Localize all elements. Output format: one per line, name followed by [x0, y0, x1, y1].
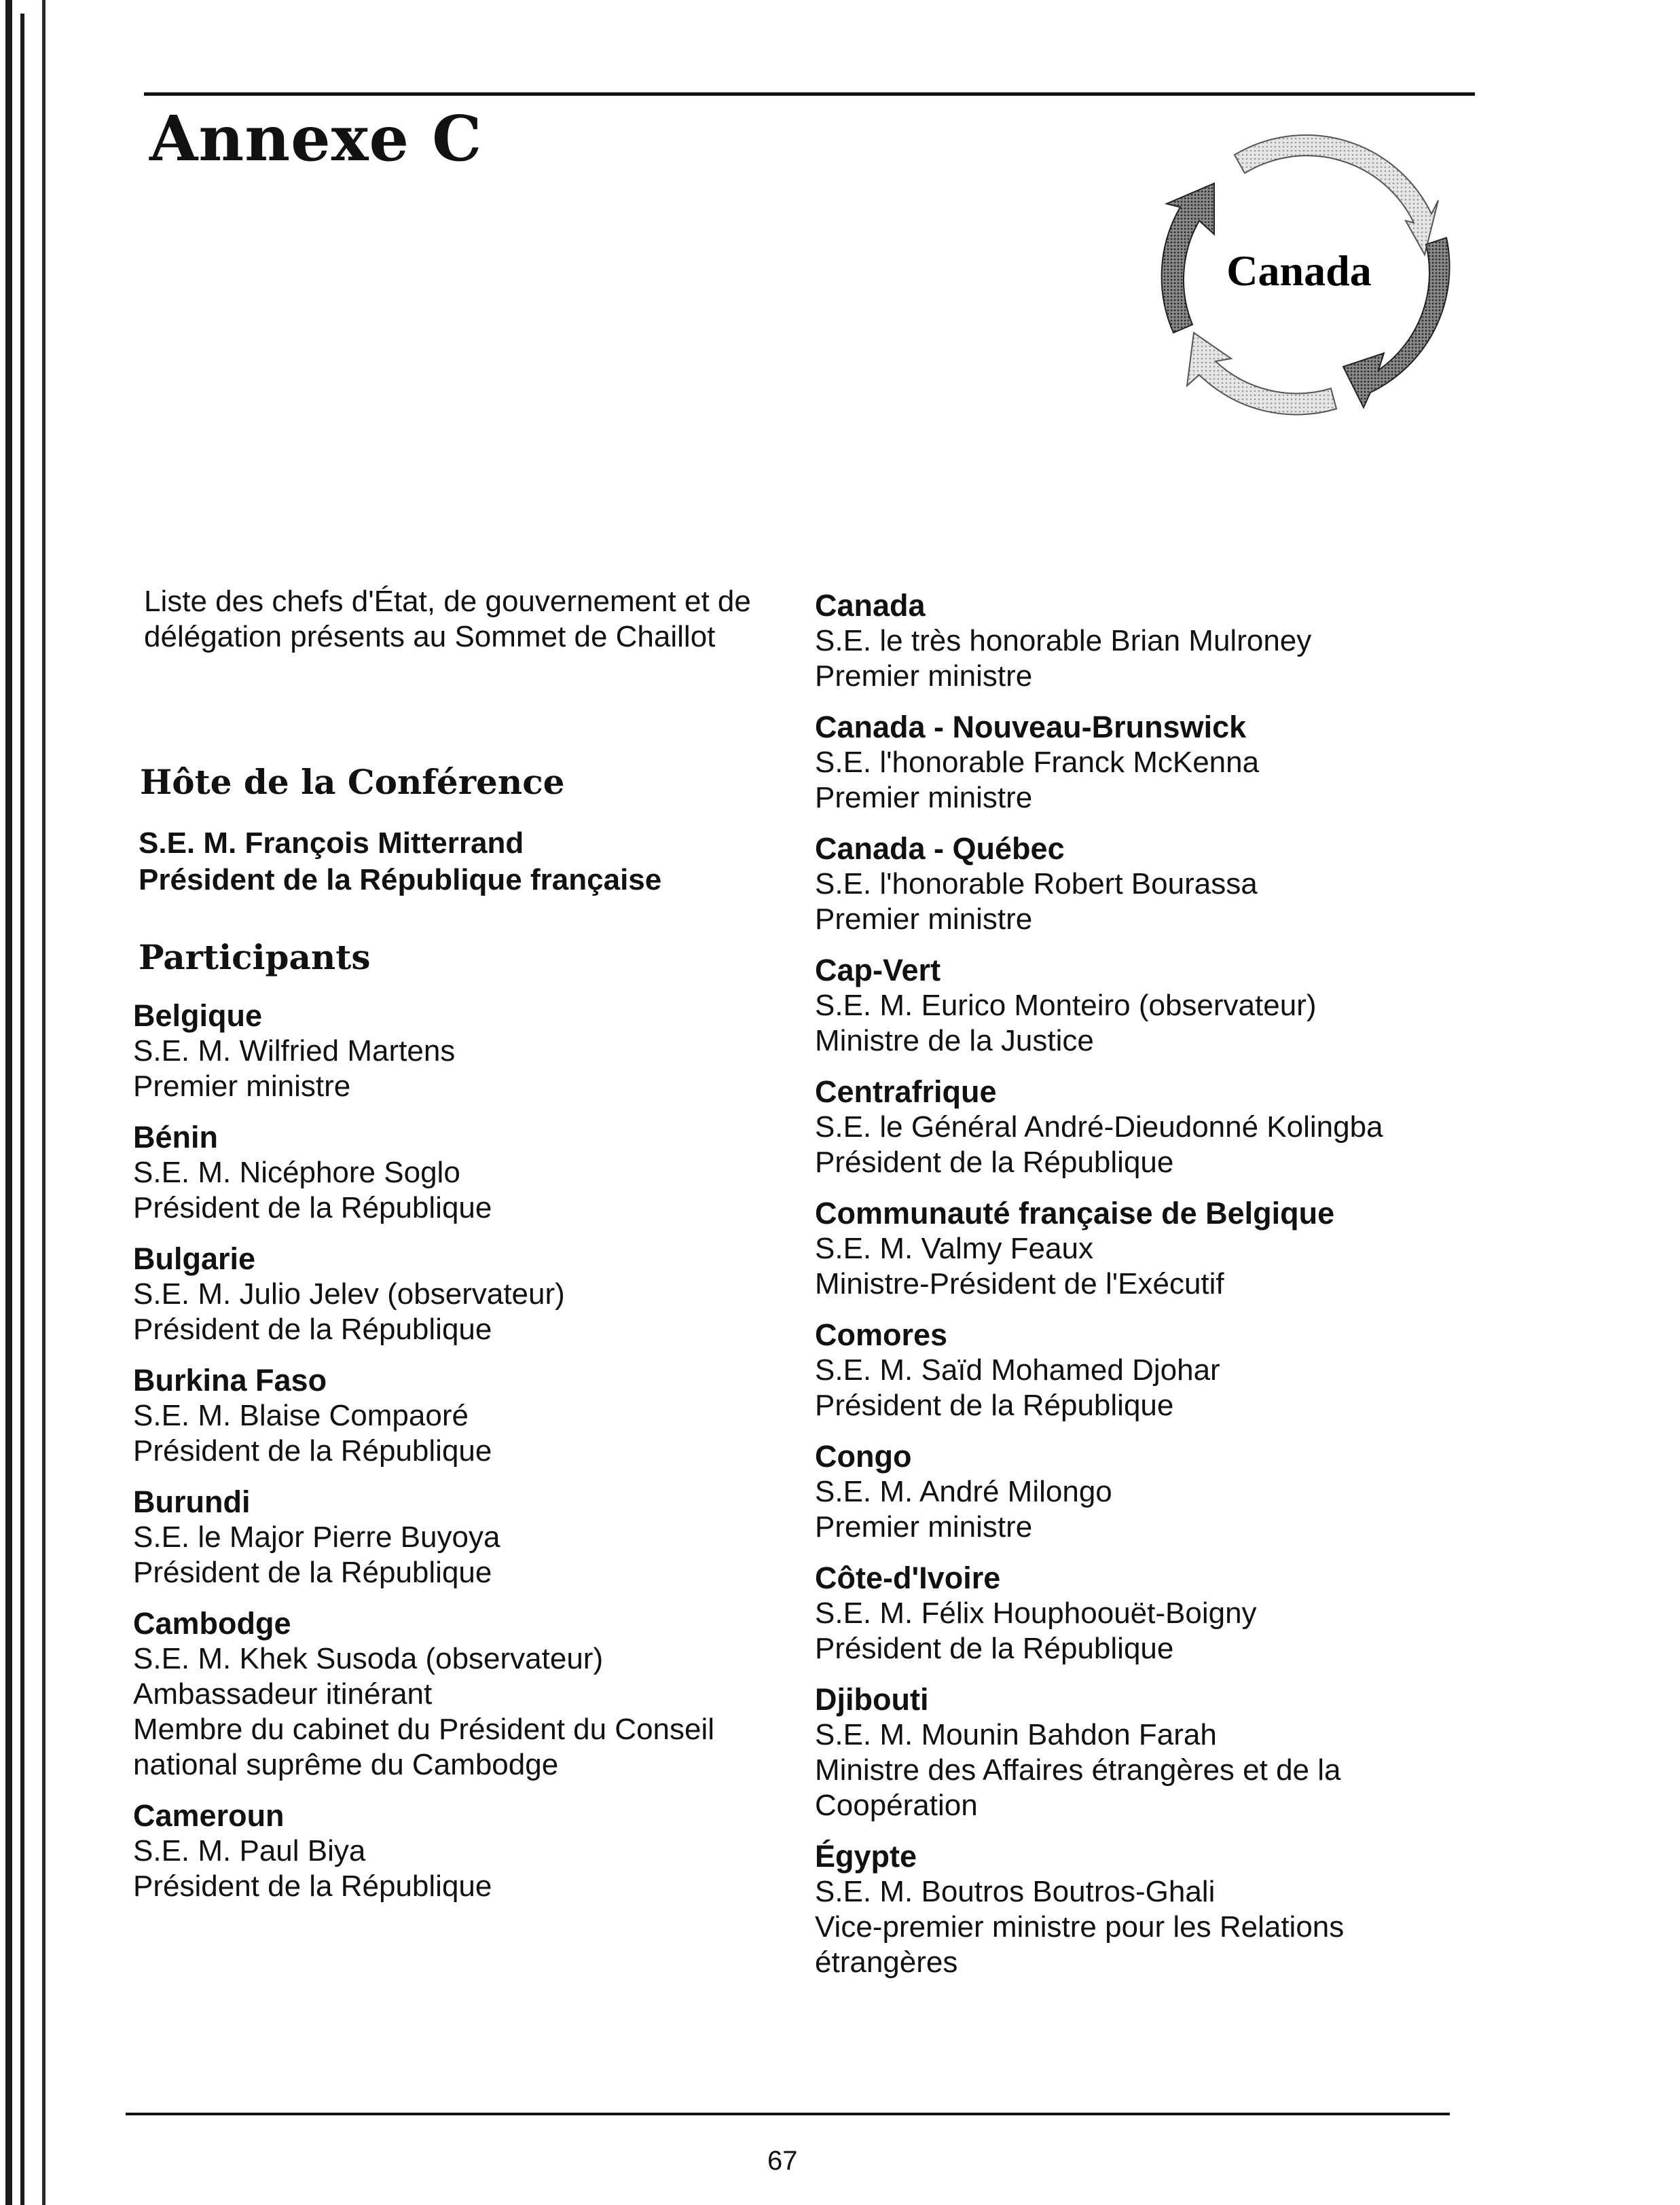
participant-country: Congo — [815, 1439, 912, 1474]
participant-country: Cameroun — [133, 1798, 285, 1833]
participant-country: Comores — [815, 1317, 948, 1352]
participant-role: Premier ministre — [815, 781, 1033, 814]
participant-role: Président de la République — [133, 1191, 492, 1224]
participant-role: Ministre de la Justice — [815, 1024, 1094, 1057]
participant-role: Ambassadeur itinérant — [133, 1677, 433, 1711]
page-number: 67 — [767, 2146, 798, 2176]
participant-country: Bulgarie — [133, 1241, 256, 1276]
participant-role: Premier ministre — [815, 1510, 1033, 1544]
participant-role: Président de la République — [815, 1632, 1174, 1665]
participant-entry — [815, 1682, 1494, 1823]
participant-country: Canada — [815, 588, 926, 623]
participant-name: S.E. M. Paul Biya — [133, 1834, 366, 1867]
arc-left — [1162, 183, 1214, 333]
participants-left-column — [133, 998, 812, 1920]
participant-role: Président de la République — [815, 1146, 1174, 1179]
participant-entry — [815, 953, 1494, 1059]
canada-emblem — [1139, 109, 1465, 435]
participant-entry — [815, 831, 1494, 937]
participant-country: Centrafrique — [815, 1074, 997, 1109]
participant-country: Burundi — [133, 1484, 251, 1519]
host-title: Président de la République française — [139, 863, 662, 896]
participant-role: Premier ministre — [133, 1070, 351, 1103]
participant-name: S.E. M. Eurico Monteiro (observateur) — [815, 989, 1317, 1022]
page-binding-edge — [0, 0, 61, 2205]
participant-name: S.E. M. Blaise Compaoré — [133, 1399, 469, 1432]
participant-name: S.E. M. Valmy Feaux — [815, 1232, 1093, 1265]
arc-bottom — [1187, 333, 1336, 415]
participant-entry — [133, 1363, 812, 1469]
participant-country: Canada - Nouveau-Brunswick — [815, 710, 1247, 744]
participant-entry — [815, 1561, 1494, 1666]
participant-entry — [815, 1439, 1494, 1545]
participant-entry — [133, 1120, 812, 1226]
participant-name: S.E. M. Mounin Bahdon Farah — [815, 1718, 1217, 1751]
participant-country: Côte-d'Ivoire — [815, 1561, 1001, 1595]
participant-country: Cap-Vert — [815, 953, 941, 987]
intro-text: Liste des chefs d'État, de gouvernement et de délégation présents au Sommet de Chaillot — [144, 585, 751, 653]
participant-role: Ministre des Affaires étrangères et de la Coopération — [815, 1753, 1341, 1822]
participant-country: Canada - Québec — [815, 831, 1065, 866]
participant-name: S.E. l'honorable Franck McKenna — [815, 746, 1260, 779]
participant-country: Bénin — [133, 1120, 219, 1154]
host-name: S.E. M. François Mitterrand — [139, 826, 524, 860]
participant-entry — [133, 1606, 812, 1783]
participant-country: Égypte — [815, 1839, 917, 1874]
participant-name: S.E. le très honorable Brian Mulroney — [815, 624, 1312, 657]
participant-country: Djibouti — [815, 1682, 929, 1717]
participant-name: S.E. le Major Pierre Buyoya — [133, 1520, 500, 1554]
participant-name: S.E. M. Boutros Boutros-Ghali — [815, 1875, 1216, 1908]
participant-name: S.E. le Général André-Dieudonné Kolingba — [815, 1110, 1383, 1144]
participant-country: Communauté française de Belgique — [815, 1196, 1335, 1231]
participant-role: Premier ministre — [815, 903, 1033, 936]
participant-role: Premier ministre — [815, 659, 1033, 693]
participant-role: Membre du cabinet du Président du Conseil national suprême du Cambodge — [133, 1713, 715, 1781]
participant-name: S.E. M. Khek Susoda (observateur) — [133, 1642, 604, 1675]
participant-role: Président de la République — [133, 1434, 492, 1468]
page-title: Annexe C — [149, 102, 483, 175]
participant-role: Président de la République — [133, 1870, 492, 1903]
participant-name: S.E. M. André Milongo — [815, 1475, 1112, 1508]
participant-country: Cambodge — [133, 1606, 291, 1641]
participant-role: Président de la République — [133, 1556, 492, 1589]
participant-name: S.E. M. Félix Houphoouët-Boigny — [815, 1597, 1257, 1630]
participant-entry — [815, 588, 1494, 694]
participant-name: S.E. M. Nicéphore Soglo — [133, 1156, 460, 1189]
participants-right-column — [815, 588, 1494, 1996]
participant-entry — [815, 1839, 1494, 1980]
participant-name: S.E. l'honorable Robert Bourassa — [815, 867, 1258, 900]
participant-role: Président de la République — [133, 1313, 492, 1346]
host-heading: Hôte de la Conférence — [140, 762, 565, 802]
participant-role: Ministre-Président de l'Exécutif — [815, 1267, 1224, 1300]
participant-country: Belgique — [133, 998, 263, 1033]
participant-entry — [815, 1196, 1494, 1302]
participant-role: Président de la République — [815, 1389, 1174, 1422]
participant-entry — [815, 1317, 1494, 1423]
participant-entry — [815, 710, 1494, 816]
participant-entry — [133, 1241, 812, 1347]
participant-name: S.E. M. Julio Jelev (observateur) — [133, 1277, 565, 1311]
arc-top — [1235, 135, 1438, 255]
top-rule — [144, 92, 1475, 96]
participant-name: S.E. M. Saïd Mohamed Djohar — [815, 1353, 1220, 1387]
participant-role: Vice-premier ministre pour les Relations étrangères — [815, 1910, 1345, 1979]
participant-entry — [133, 1798, 812, 1904]
participant-entry — [133, 998, 812, 1104]
bottom-rule — [126, 2113, 1450, 2115]
participants-heading: Participants — [139, 937, 371, 977]
participant-entry — [815, 1074, 1494, 1180]
host-block — [139, 825, 661, 898]
participant-country: Burkina Faso — [133, 1363, 327, 1398]
participant-entry — [133, 1484, 812, 1590]
emblem-label: Canada — [1226, 247, 1372, 295]
participant-name: S.E. M. Wilfried Martens — [133, 1034, 456, 1068]
